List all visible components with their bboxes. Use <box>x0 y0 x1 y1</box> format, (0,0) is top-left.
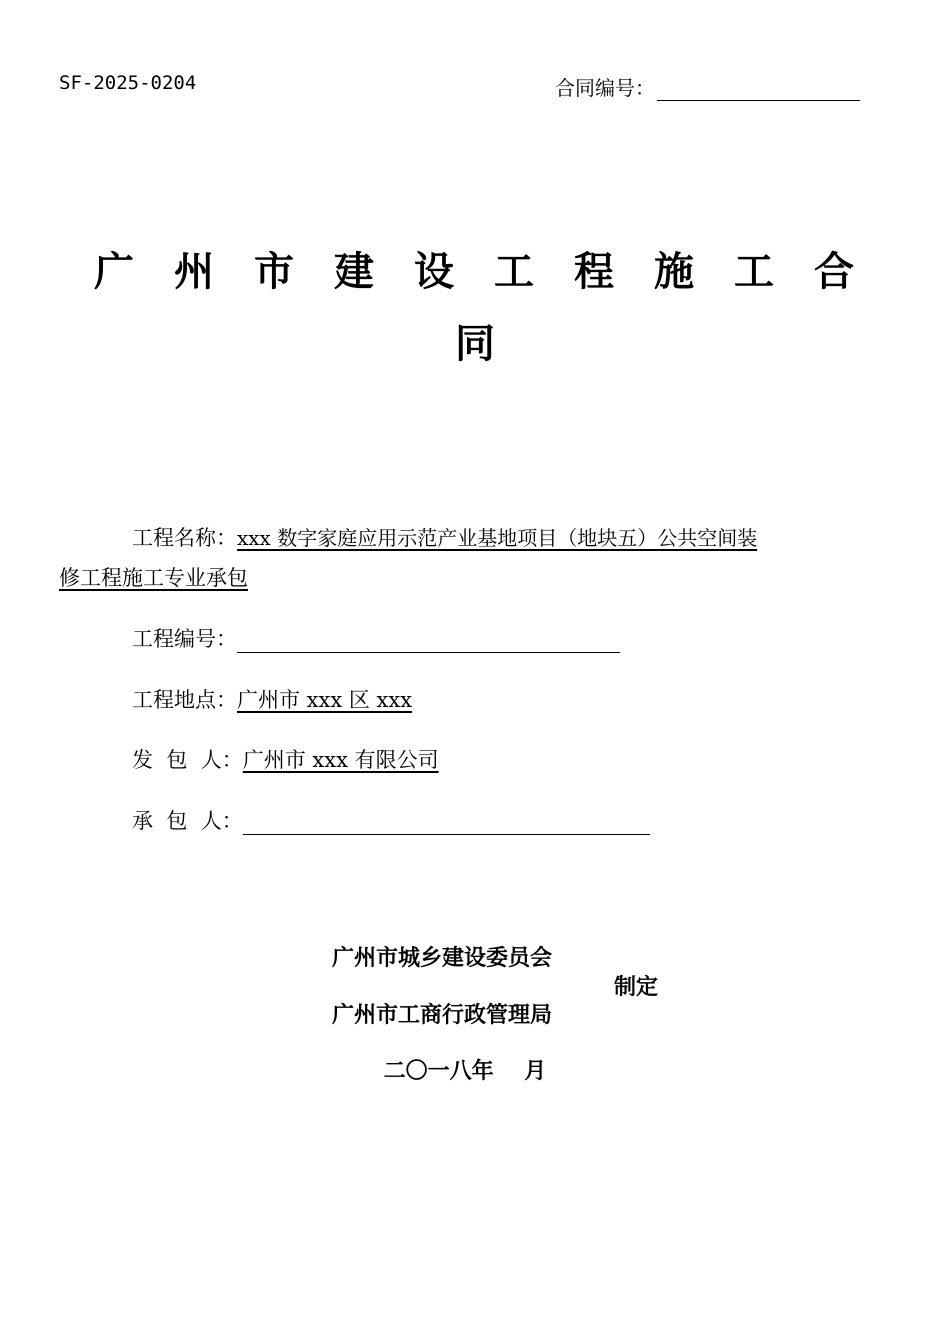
project-location <box>132 684 412 714</box>
issuer-2: 广州市工商行政管理局 <box>332 1003 553 1028</box>
title-char: 工 <box>734 249 774 295</box>
title-char: 施 <box>654 249 694 295</box>
document-title-line2: 同 <box>455 321 495 367</box>
project-number <box>132 623 620 653</box>
title-char: 广 <box>94 249 134 295</box>
project-number-label: 工程编号： <box>132 627 237 651</box>
project-name-continued: 修工程施工专业承包 <box>59 566 248 590</box>
title-char: 合 <box>814 249 854 295</box>
project-name-value: xxx 数字家庭应用示范产业基地项目（地块五）公共空间装 <box>237 526 758 550</box>
document-code: SF-2025-0204 <box>59 72 197 94</box>
document-title <box>94 240 854 297</box>
project-number-blank <box>237 630 620 653</box>
employer-label: 发 包 人： <box>132 748 243 772</box>
title-char: 设 <box>414 249 454 295</box>
contractor <box>132 805 650 835</box>
project-name <box>132 522 880 552</box>
contractor-blank <box>243 812 650 835</box>
contract-number <box>555 72 860 101</box>
title-char: 建 <box>334 249 374 295</box>
issuer-suffix: 制定 <box>614 975 659 1000</box>
employer-value: 广州市 xxx 有限公司 <box>242 748 439 772</box>
contractor-label: 承 包 人： <box>132 809 243 833</box>
title-char: 工 <box>494 249 534 295</box>
title-char: 市 <box>254 249 294 295</box>
contract-number-blank <box>657 78 860 101</box>
project-location-label: 工程地点： <box>132 688 237 712</box>
issue-date: 二〇一八年 月 <box>383 1059 547 1084</box>
title-char: 州 <box>174 249 214 295</box>
employer <box>132 744 439 774</box>
title-char: 程 <box>574 249 614 295</box>
project-location-value: 广州市 xxx 区 xxx <box>237 688 413 712</box>
contract-number-label: 合同编号： <box>555 76 655 100</box>
issuer-1: 广州市城乡建设委员会 <box>332 946 553 971</box>
project-name-label: 工程名称： <box>132 526 237 550</box>
